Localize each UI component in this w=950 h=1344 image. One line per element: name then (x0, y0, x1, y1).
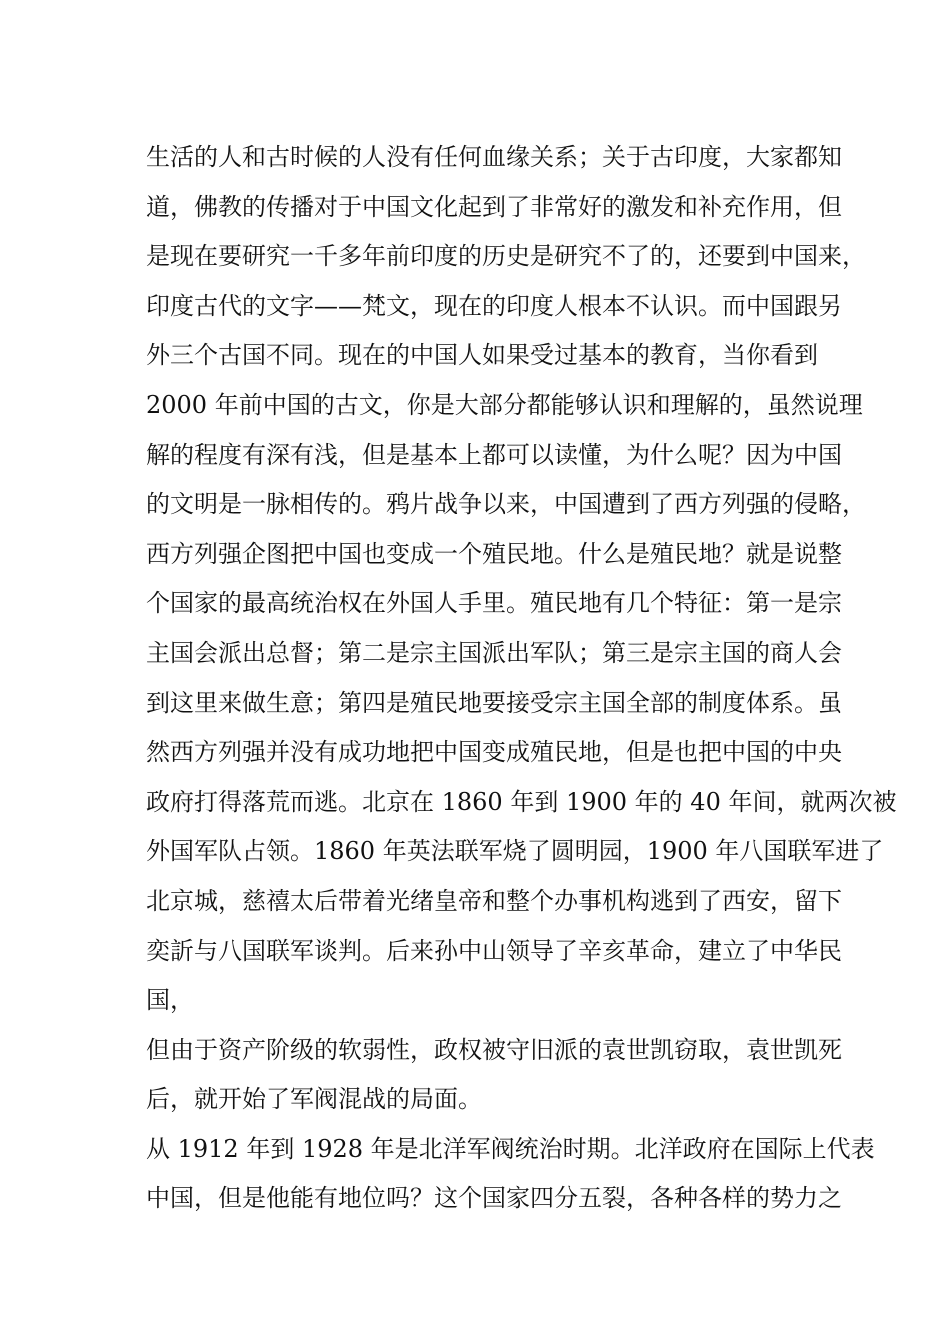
text-line: 从 1912 年到 1928 年是北洋军阀统治时期。北洋政府在国际上代表 (146, 1134, 875, 1163)
text-line: 生活的人和古时候的人没有任何血缘关系；关于古印度，大家都知 (146, 143, 842, 171)
text-line: 印度古代的文字——梵文，现在的印度人根本不认识。而中国跟另 (146, 291, 842, 320)
text-line: 的文明是一脉相传的。鸦片战争以来，中国遭到了西方列强的侵略， (146, 490, 866, 519)
text-line: 主国会派出总督；第二是宗主国派出军队；第三是宗主国的商人会 (146, 638, 842, 667)
body-text (146, 133, 897, 1224)
text-line: 外三个古国不同。现在的中国人如果受过基本的教育，当你看到 (146, 341, 818, 370)
text-line: 外国军队占领。1860 年英法联军烧了圆明园，1900 年八国联军进了 (146, 837, 884, 866)
text-line: 后，就开始了军阀混战的局面。 (146, 1085, 482, 1114)
text-line: 到这里来做生意；第四是殖民地要接受宗主国全部的制度体系。虽 (146, 688, 842, 717)
text-line: 个国家的最高统治权在外国人手里。殖民地有几个特征：第一是宗 (146, 589, 842, 618)
text-line: 解的程度有深有浅，但是基本上都可以读懂，为什么呢？因为中国 (146, 440, 842, 469)
text-line: 奕訢与八国联军谈判。后来孙中山领导了辛亥革命，建立了中华民 (146, 936, 842, 965)
text-line: 中国，但是他能有地位吗？这个国家四分五裂，各种各样的势力之 (146, 1184, 842, 1213)
text-line: 但由于资产阶级的软弱性，政权被守旧派的袁世凯窃取，袁世凯死 (146, 1035, 842, 1064)
text-line: 道，佛教的传播对于中国文化起到了非常好的激发和补充作用，但 (146, 192, 842, 221)
text-line: 西方列强企图把中国也变成一个殖民地。什么是殖民地？就是说整 (146, 539, 842, 568)
text-line: 北京城，慈禧太后带着光绪皇帝和整个办事机构逃到了西安，留下 (146, 886, 842, 915)
text-line: 国， (146, 986, 194, 1015)
text-line: 2000 年前中国的古文，你是大部分都能够认识和理解的，虽然说理 (146, 390, 863, 419)
text-line: 政府打得落荒而逃。北京在 1860 年到 1900 年的 40 年间，就两次被 (146, 787, 897, 816)
text-line: 然西方列强并没有成功地把中国变成殖民地，但是也把中国的中央 (146, 738, 842, 767)
text-line: 是现在要研究一千多年前印度的历史是研究不了的，还要到中国来， (146, 242, 866, 271)
